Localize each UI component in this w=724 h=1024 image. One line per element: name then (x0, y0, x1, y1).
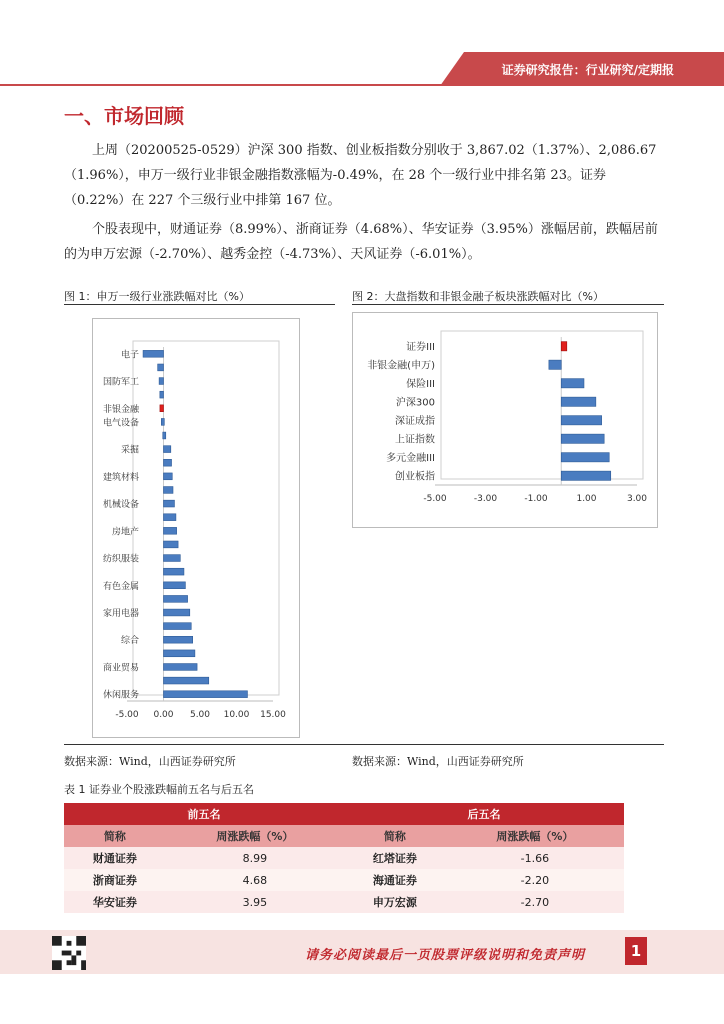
x-tick-label: 15.00 (260, 710, 286, 720)
x-tick-label: 1.00 (576, 494, 597, 504)
figure-1-top-rule (64, 304, 335, 305)
bar-1 (549, 360, 561, 369)
x-tick-label: -5.00 (423, 494, 447, 504)
bar-8 (164, 459, 172, 466)
x-tick-label: -3.00 (473, 494, 498, 504)
category-label: 创业板指 (395, 471, 435, 483)
bar-3 (561, 397, 596, 406)
category-label: 电气设备 (102, 418, 139, 429)
table-title: 表 1 证券业个股涨跌幅前五名与后五名 (64, 783, 254, 796)
x-tick-label: 0.00 (153, 710, 174, 720)
bar-10 (164, 487, 173, 494)
category-label: 家用电器 (102, 609, 139, 619)
x-tick-label: 3.00 (626, 494, 648, 504)
bar-22 (164, 650, 195, 657)
col-change-header: 周涨跌幅（%） (166, 825, 344, 847)
x-tick-label: 5.00 (189, 710, 211, 720)
category-label: 证券III (406, 341, 435, 353)
source-note-right: 数据来源：Wind，山西证券研究所 (352, 755, 524, 768)
disclaimer-text: 请务必阅读最后一页股票评级说明和免责声明 (305, 948, 586, 963)
top-stock-change: 8.99 (242, 851, 268, 865)
bar-9 (164, 473, 173, 480)
figure-bottom-rule (64, 744, 664, 745)
chart-2 (353, 313, 659, 529)
bar-0 (561, 342, 567, 351)
bar-3 (160, 391, 164, 398)
report-header (0, 52, 724, 86)
top-stock-name: 财通证券 (92, 852, 137, 865)
chart-1 (93, 319, 301, 739)
source-note-left: 数据来源：Wind，山西证券研究所 (64, 755, 236, 768)
bar-2 (561, 379, 584, 388)
bottom-stock-name: 申万宏源 (372, 896, 417, 909)
top-stock-change: 3.95 (242, 895, 268, 909)
bar-20 (164, 623, 192, 630)
bar-5 (561, 434, 604, 443)
category-label: 综合 (120, 636, 139, 647)
figure-1-title: 图 1：申万一级行业涨跌幅对比（%） (64, 290, 250, 303)
top-stock-name: 浙商证券 (92, 874, 137, 887)
category-label: 上证指数 (395, 434, 435, 446)
figure-2-title: 图 2：大盘指数和非银金融子板块涨跌幅对比（%） (352, 290, 604, 303)
bar-16 (164, 568, 184, 575)
category-label: 纺织服装 (102, 554, 139, 565)
category-label: 多元金融III (386, 452, 435, 464)
bar-15 (164, 555, 181, 562)
top-stock-name: 华安证券 (92, 896, 137, 909)
category-label: 电子 (120, 350, 139, 361)
table-row (64, 869, 624, 891)
category-label: 沪深300 (395, 397, 435, 409)
category-label: 有色金属 (102, 581, 139, 592)
x-tick-label: -1.00 (524, 494, 548, 504)
page-number: 1 (625, 937, 647, 965)
category-label: 深证成指 (395, 415, 435, 427)
chart-2-frame (352, 312, 658, 528)
bar-23 (164, 664, 198, 671)
bar-4 (160, 405, 164, 412)
chart-1-frame (92, 318, 300, 738)
bar-7 (164, 446, 171, 453)
bar-6 (163, 432, 166, 439)
bar-6 (561, 453, 609, 462)
category-label: 休闲服务 (102, 690, 139, 701)
category-label: 国防军工 (102, 377, 139, 388)
bar-7 (561, 471, 610, 480)
bar-0 (143, 350, 163, 357)
figure-2-top-rule (352, 304, 664, 305)
x-tick-label: -5.00 (115, 710, 139, 720)
paragraph-2: 个股表现中，财通证券（8.99%）、浙商证券（4.68%）、华安证券（3.95%）涨幅居前，跌幅居前的为申万宏源（-2.70%）、越秀金控（-4.73%）、天风证券（-6.01%）。 (64, 222, 658, 262)
bar-11 (164, 500, 175, 507)
bar-14 (164, 541, 179, 548)
table-row (64, 891, 624, 913)
stock-performance-table (64, 803, 624, 913)
bar-19 (164, 609, 190, 616)
chart-back-wall (133, 341, 279, 695)
category-label: 建筑材料 (102, 472, 139, 483)
bar-17 (164, 582, 186, 589)
paragraph-1: 上周（20200525-0529）沪深 300 指数、创业板指数分别收于 3,867.02（1.37%）、2,086.67（1.96%），申万一级行业非银金融指数涨幅为-0.49%，在 28 个一级行业中排名第 23。证券（0.22%）在 227 个三级行业中排第 167 位。 (64, 143, 657, 208)
qr-code-icon (52, 936, 86, 970)
bar-18 (164, 595, 188, 602)
category-label: 房地产 (111, 527, 139, 538)
col-name-header: 简称 (344, 825, 446, 847)
bar-13 (164, 527, 177, 534)
table-row (64, 847, 624, 869)
group-top-header: 前五名 (64, 803, 344, 825)
category-label: 机械设备 (102, 500, 139, 511)
bottom-stock-name: 红塔证券 (372, 852, 417, 865)
bottom-stock-change: -1.66 (520, 851, 550, 865)
bar-21 (164, 636, 193, 643)
category-label: 保险III (406, 378, 435, 390)
bar-24 (164, 677, 209, 684)
category-label: 非银金融(申万) (367, 360, 435, 372)
section-title: 一、市场回顾 (64, 104, 184, 128)
bar-12 (164, 514, 176, 521)
category-label: 商业贸易 (102, 663, 139, 674)
bar-5 (161, 418, 164, 425)
col-name-header: 简称 (64, 825, 166, 847)
bottom-stock-change: -2.70 (520, 895, 550, 909)
body-text (64, 138, 664, 271)
x-tick-label: 10.00 (223, 710, 250, 720)
bottom-stock-change: -2.20 (520, 873, 550, 887)
group-bottom-header: 后五名 (344, 803, 624, 825)
bar-1 (158, 364, 164, 371)
bar-2 (159, 378, 163, 385)
chart-back-wall (441, 331, 643, 479)
top-stock-change: 4.68 (242, 873, 268, 887)
bottom-stock-name: 海通证券 (372, 874, 417, 887)
category-label: 非银金融 (102, 404, 139, 415)
header-text: 证券研究报告：行业研究/定期报 (501, 63, 674, 77)
col-change-header: 周涨跌幅（%） (446, 825, 624, 847)
category-label: 采掘 (120, 445, 139, 456)
bar-4 (561, 416, 601, 425)
bar-25 (164, 691, 248, 698)
